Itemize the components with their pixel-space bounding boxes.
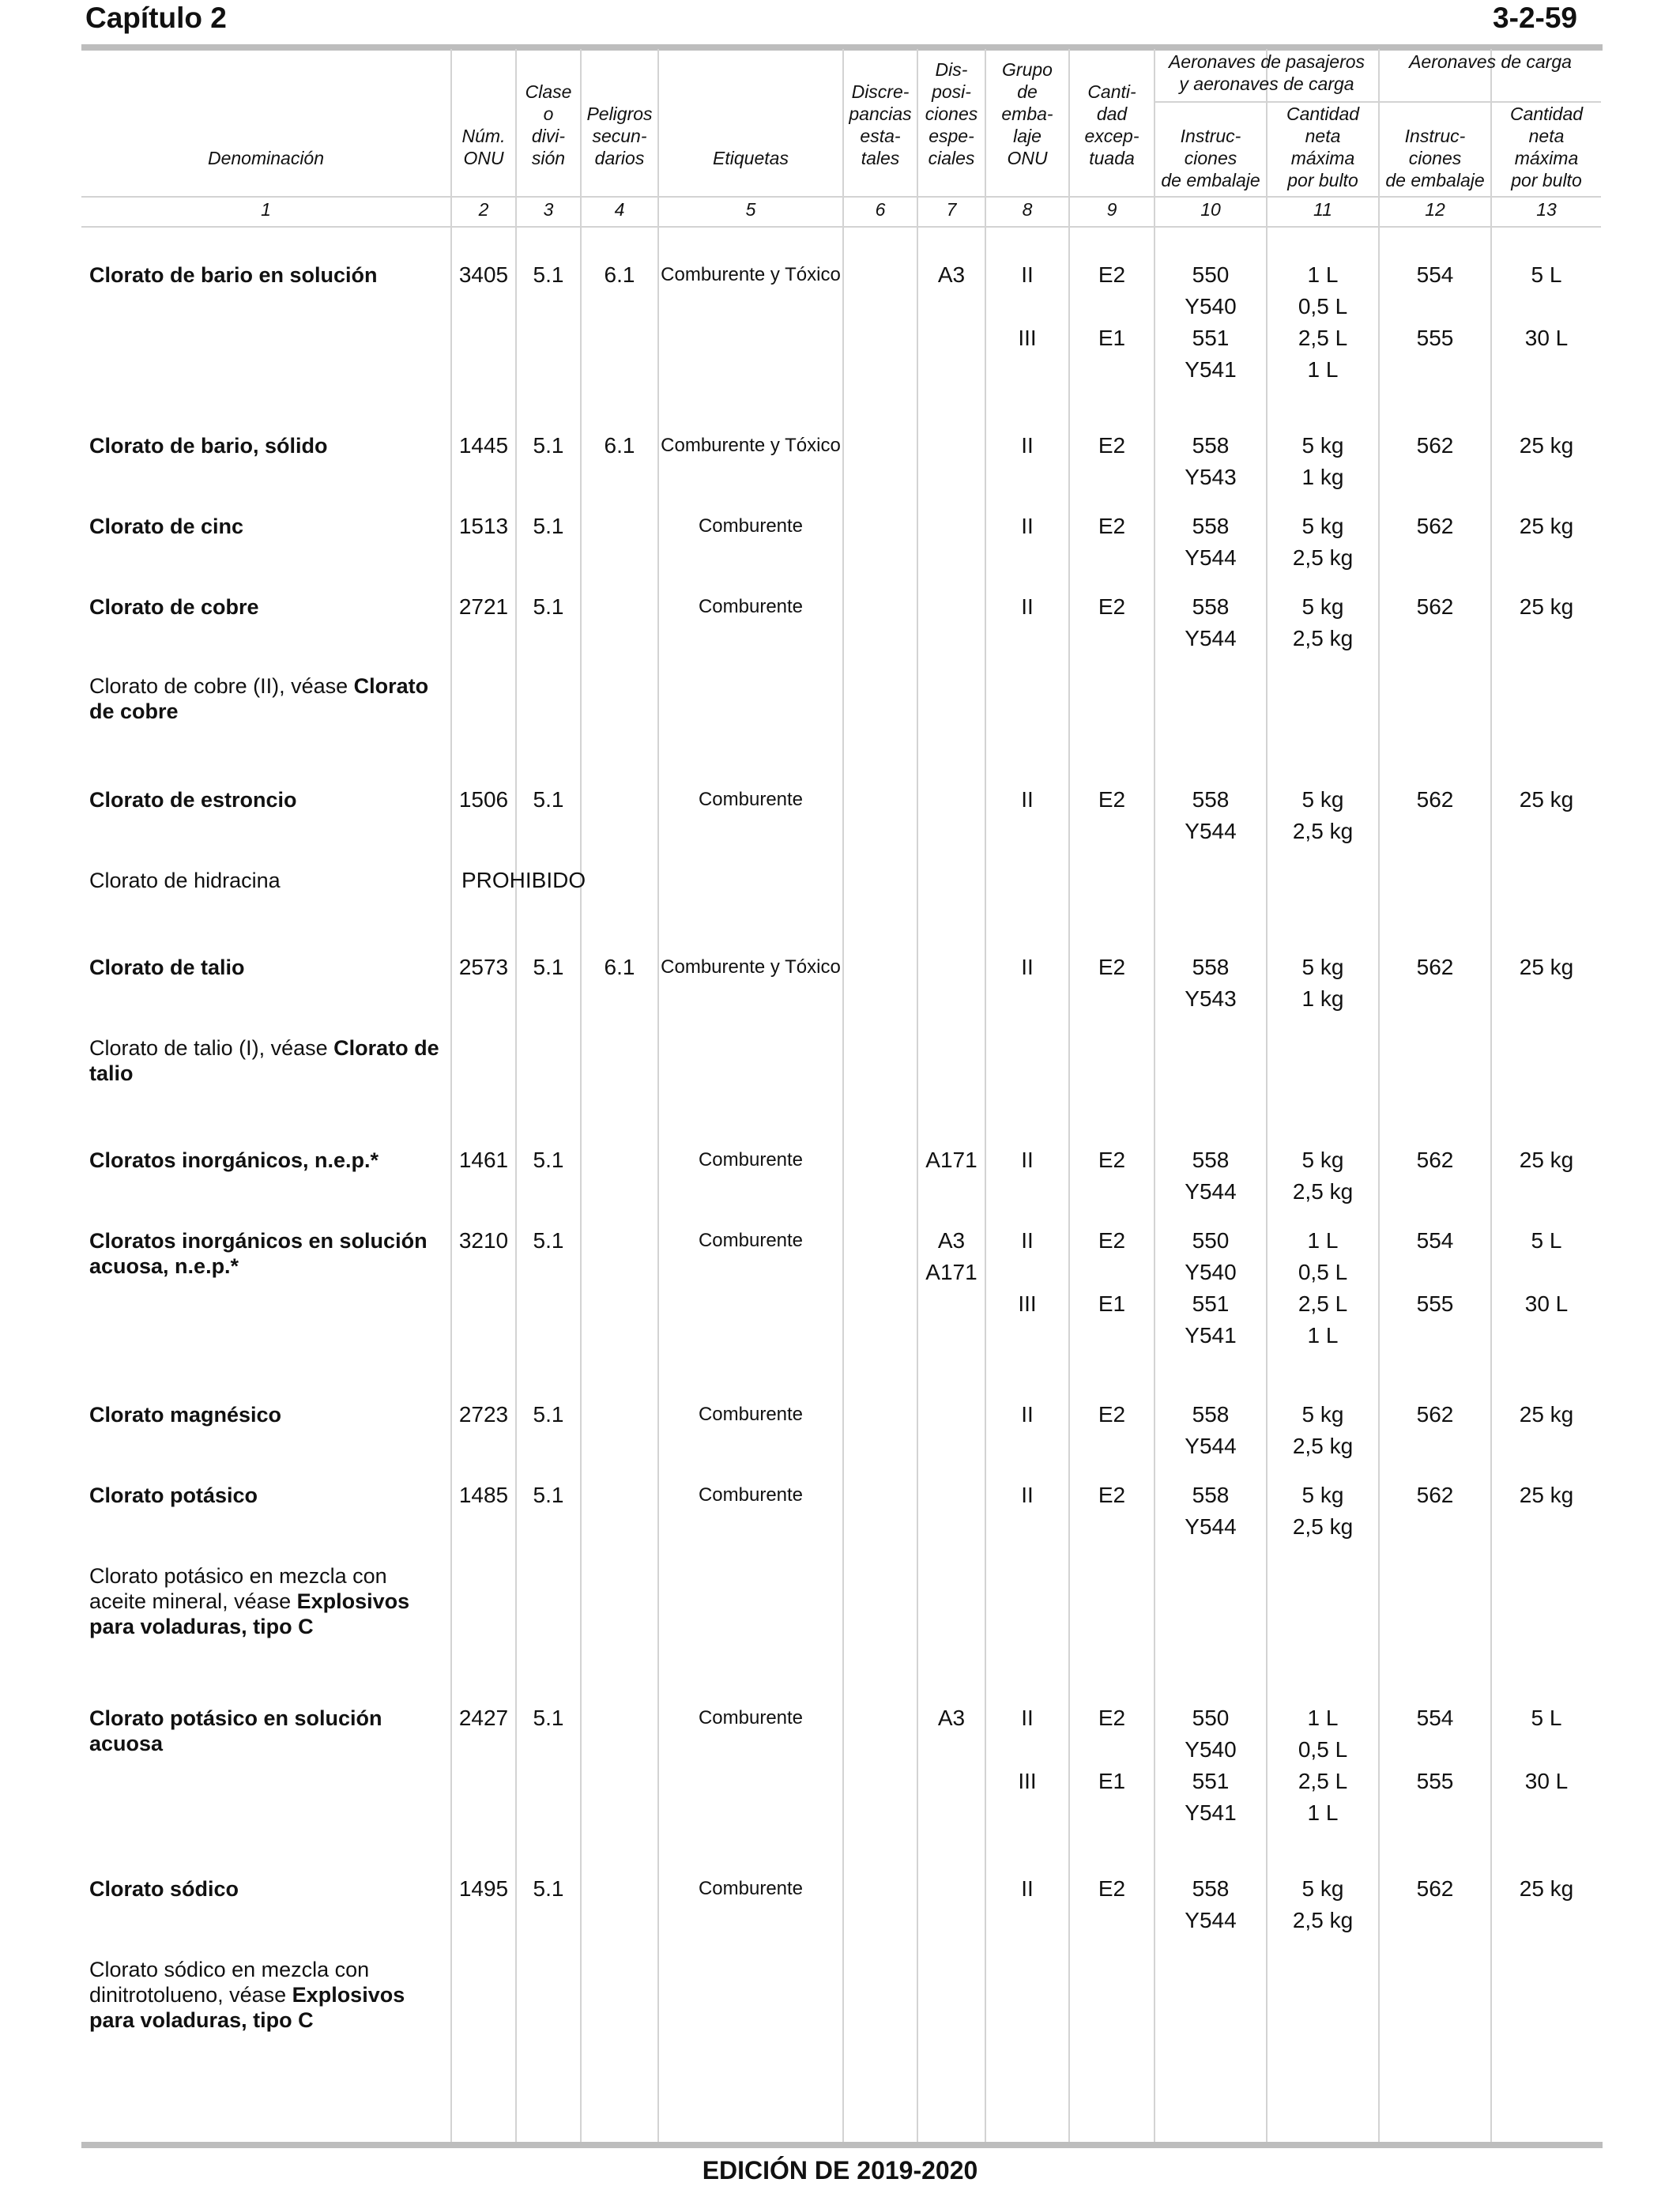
column-number: 13 [1536,199,1557,220]
column-number: 6 [875,199,886,220]
substance-name [89,1957,445,2033]
cross-reference: Clorato de cobre [89,674,429,723]
max-quantity-pax: 5 kg 2,5 kg [1292,514,1354,570]
max-quantity-pax: 1 L 0,5 L 2,5 L 1 L [1298,262,1348,382]
hazard-label: Comburente [698,1149,804,1171]
excepted-quantity: E2 [1098,433,1126,458]
excepted-quantity: E2 [1098,1876,1126,1901]
column-number: 9 [1106,199,1117,220]
max-quantity-cao: 5 L 30 L [1524,262,1569,350]
packing-instruction-pax: 558 Y544 [1185,1876,1237,1932]
substance-name-text: Clorato potásico en mezcla con aceite mineral, véase [89,1564,387,1613]
max-quantity-cao: 25 kg [1519,1876,1574,1901]
un-number: 1495 [458,1876,509,1901]
max-quantity-cao: 25 kg [1519,594,1574,619]
hazard-label: Comburente y Tóxico [661,264,841,285]
packing-instruction-cao: 562 [1416,433,1454,458]
substance-name [89,1148,445,1173]
substance-name-bold: Clorato de bario en solución [89,263,378,287]
cross-reference: Explosivos para voladuras, tipo C [89,1589,410,1638]
column-number: 8 [1022,199,1033,220]
packing-instruction-cao: 562 [1416,594,1454,619]
substance-name [89,1706,445,1756]
un-number: 1506 [458,787,509,812]
header-packing-group: Grupo de emba- laje ONU [1001,59,1053,168]
excepted-quantity: E2 [1098,955,1126,979]
substance-name [89,594,445,620]
hazard-class: 5.1 [533,1483,564,1507]
packing-instruction-cao: 562 [1416,1402,1454,1427]
excepted-quantity: E2 [1098,1148,1126,1172]
edition-footer: EDICIÓN DE 2019-2020 [702,2156,978,2185]
substance-name [89,1228,445,1279]
excepted-quantity: E2 [1098,787,1126,812]
packing-instruction-pax: 558 Y544 [1185,1402,1237,1458]
header-packing-instruction-cao: Instruc- ciones de embalaje [1385,126,1485,190]
max-quantity-cao: 25 kg [1519,1483,1574,1507]
substance-name-bold: Clorato de cobre [89,595,259,619]
max-quantity-pax: 5 kg 1 kg [1301,955,1344,1011]
column-divider [1490,49,1492,2143]
special-provision: A3 [937,262,966,287]
column-number: 3 [543,199,554,220]
packing-instruction-cao: 562 [1416,1483,1454,1507]
hazard-class: 5.1 [533,514,564,538]
packing-group: II [1021,433,1034,458]
max-quantity-cao: 25 kg [1519,787,1574,812]
special-provision: A3 A171 [925,1228,977,1284]
packing-instruction-cao: 562 [1416,955,1454,979]
packing-group: II [1021,955,1034,979]
hazard-class: 5.1 [533,1876,564,1901]
header-class: Clase o divi- sión [525,81,572,168]
substance-name [89,433,445,458]
max-quantity-cao: 5 L 30 L [1524,1228,1569,1316]
packing-group: II [1021,1876,1034,1901]
max-quantity-cao: 25 kg [1519,955,1574,979]
hazard-label: Comburente [698,1404,804,1425]
packing-instruction-cao: 562 [1416,1876,1454,1901]
un-number: 2723 [458,1402,509,1427]
packing-instruction-pax: 558 Y544 [1185,1483,1237,1539]
column-number: 4 [614,199,625,220]
hazard-label: Comburente y Tóxico [661,956,841,978]
column-number: 12 [1425,199,1445,220]
hazard-class: 5.1 [533,787,564,812]
packing-instruction-pax: 550 Y540 551 Y541 [1185,1228,1237,1348]
max-quantity-pax: 1 L 0,5 L 2,5 L 1 L [1298,1706,1348,1825]
substance-name-bold: Clorato sódico [89,1877,239,1901]
max-quantity-cao: 5 L 30 L [1524,1706,1569,1793]
substance-name [89,1035,445,1086]
header-state-variations: Discre- pancias esta- tales [849,81,912,168]
packing-instruction-cao: 554 555 [1416,1706,1454,1793]
packing-group: II III [1018,1706,1037,1793]
un-number: 1445 [458,433,509,458]
packing-instruction-pax: 558 Y544 [1185,787,1237,843]
page-number: 3-2-59 [1493,2,1577,34]
substance-name-bold: Clorato de estroncio [89,788,297,812]
substance-name-text: Clorato de hidracina [89,869,281,892]
un-number: 3405 [458,262,509,287]
hazard-label: Comburente [698,1878,804,1899]
excepted-quantity: E2 [1098,1402,1126,1427]
hazard-class: 5.1 [533,1402,564,1427]
substance-name-bold: Clorato de bario, sólido [89,434,328,458]
excepted-quantity: E2 [1098,514,1126,538]
column-divider [1378,49,1380,2143]
secondary-hazard: 6.1 [604,433,635,458]
column-number: 11 [1313,199,1332,220]
column-number: 7 [946,199,957,220]
max-quantity-pax: 5 kg 2,5 kg [1292,1402,1354,1458]
packing-instruction-cao: 554 555 [1416,1228,1454,1316]
header-secondary-hazards: Peligros secun- darios [586,104,653,168]
substance-name [89,514,445,539]
hazard-label: Comburente [698,596,804,617]
substance-name-text: Clorato de cobre (II), véase [89,674,354,698]
excepted-quantity: E2 E1 [1098,1228,1126,1316]
packing-instruction-cao: 562 [1416,514,1454,538]
max-quantity-cao: 25 kg [1519,1402,1574,1427]
packing-instruction-cao: 562 [1416,787,1454,812]
substance-name [89,673,445,724]
max-quantity-pax: 5 kg 2,5 kg [1292,1876,1354,1932]
header-special-provisions: Dis- posi- ciones espe- ciales [925,59,978,168]
substance-name [89,1483,445,1508]
packing-instruction-cao: 554 555 [1416,262,1454,350]
hazard-class: 5.1 [533,1228,564,1253]
hazard-class: 5.1 [533,594,564,619]
packing-instruction-pax: 550 Y540 551 Y541 [1185,262,1237,382]
hazard-class: 5.1 [533,1706,564,1730]
un-number: 2427 [458,1706,509,1730]
substance-name-bold: Clorato de cinc [89,515,244,538]
max-quantity-pax: 5 kg 2,5 kg [1292,594,1354,650]
packing-instruction-pax: 558 Y544 [1185,514,1237,570]
substance-name-bold: Clorato potásico en solución acuosa [89,1706,382,1755]
column-divider [842,49,844,2143]
hazard-label: Comburente [698,1484,804,1506]
excepted-quantity: E2 [1098,594,1126,619]
special-provision: A3 [937,1706,966,1730]
substance-name-text: Clorato sódico en mezcla con dinitrotolueno, véase [89,1958,370,2007]
substance-name-bold: Clorato potásico [89,1483,258,1507]
substance-name-bold: Cloratos inorgánicos, n.e.p.* [89,1148,379,1172]
hazard-class: 5.1 [533,955,564,979]
header-max-quantity-cao: Cantidad neta máxima por bulto [1509,104,1584,190]
packing-group: II [1021,1148,1034,1172]
packing-instruction-pax: 558 Y544 [1185,594,1237,650]
header-packing-instruction-pax: Instruc- ciones de embalaje [1161,126,1260,190]
column-divider [515,49,517,2143]
cross-reference: Clorato de talio [89,1036,439,1085]
substance-name-bold: Clorato de talio [89,956,245,979]
hazard-label: Comburente [698,1707,804,1728]
packing-group: II [1021,1402,1034,1427]
header-divider [81,196,1601,198]
packing-group: II III [1018,1228,1037,1316]
un-number: 2721 [458,594,509,619]
packing-group: II [1021,787,1034,812]
column-number: 10 [1200,199,1221,220]
header-cargo-aircraft: Aeronaves de carga [1409,51,1572,72]
header-labels: Etiquetas [713,148,789,168]
substance-name [89,1876,445,1902]
header-denominacion: Denominación [207,148,325,168]
column-number: 1 [261,199,271,220]
column-number-divider [81,226,1601,228]
hazard-class: 5.1 [533,433,564,458]
packing-instruction-pax: 558 Y543 [1185,955,1237,1011]
hazard-class: 5.1 [533,1148,564,1172]
substance-name [89,787,445,812]
excepted-quantity: E2 E1 [1098,262,1126,350]
substance-name [89,955,445,980]
hazard-label: Comburente [698,789,804,810]
max-quantity-pax: 1 L 0,5 L 2,5 L 1 L [1298,1228,1348,1348]
column-divider [450,49,452,2143]
max-quantity-pax: 5 kg 2,5 kg [1292,1483,1354,1539]
un-number: 1513 [458,514,509,538]
max-quantity-pax: 5 kg 2,5 kg [1292,787,1354,843]
packing-instruction-pax: 550 Y540 551 Y541 [1185,1706,1237,1825]
un-number: 1485 [458,1483,509,1507]
chapter-title: Capítulo 2 [85,2,227,34]
hazard-class: 5.1 [533,262,564,287]
hazard-label: Comburente y Tóxico [661,435,841,456]
packing-instruction-cao: 562 [1416,1148,1454,1172]
substance-name [89,868,445,893]
packing-instruction-pax: 558 Y544 [1185,1148,1237,1204]
substance-name [89,1563,445,1639]
header-un-number: Núm. ONU [461,126,506,168]
un-number: 3210 [458,1228,509,1253]
substance-name [89,1402,445,1427]
max-quantity-cao: 25 kg [1519,514,1574,538]
excepted-quantity: E2 E1 [1098,1706,1126,1793]
column-divider [917,49,918,2143]
packing-group: II [1021,514,1034,538]
packing-group: II [1021,594,1034,619]
column-divider [985,49,986,2143]
substance-name-bold: Clorato magnésico [89,1403,282,1427]
column-number: 5 [745,199,756,220]
un-number: 1461 [458,1148,509,1172]
column-divider [580,49,582,2143]
packing-group: II III [1018,262,1037,350]
forbidden-notice: PROHIBIDO [461,868,586,892]
cross-reference: Explosivos para voladuras, tipo C [89,1983,405,2032]
packing-instruction-pax: 558 Y543 [1185,433,1237,489]
header-passenger-aircraft: Aeronaves de pasajeros y aeronaves de carga [1168,51,1365,94]
substance-name [89,262,445,288]
max-quantity-cao: 25 kg [1519,1148,1574,1172]
packing-group: II [1021,1483,1034,1507]
column-divider [657,49,659,2143]
bottom-rule [81,2142,1603,2148]
header-max-quantity-pax: Cantidad neta máxima por bulto [1286,104,1360,190]
special-provision: A171 [925,1148,977,1172]
hazard-label: Comburente [698,1230,804,1251]
max-quantity-pax: 5 kg 1 kg [1301,433,1344,489]
column-divider [1068,49,1070,2143]
substance-name-text: Clorato de talio (I), véase [89,1036,334,1060]
column-number: 2 [478,199,489,220]
max-quantity-cao: 25 kg [1519,433,1574,458]
hazard-label: Comburente [698,515,804,537]
substance-name-bold: Cloratos inorgánicos en solución acuosa, n.e.p.* [89,1229,428,1278]
header-excepted-quantity: Canti- dad excep- tuada [1084,81,1139,168]
secondary-hazard: 6.1 [604,262,635,287]
max-quantity-pax: 5 kg 2,5 kg [1292,1148,1354,1204]
un-number: 2573 [458,955,509,979]
secondary-hazard: 6.1 [604,955,635,979]
excepted-quantity: E2 [1098,1483,1126,1507]
